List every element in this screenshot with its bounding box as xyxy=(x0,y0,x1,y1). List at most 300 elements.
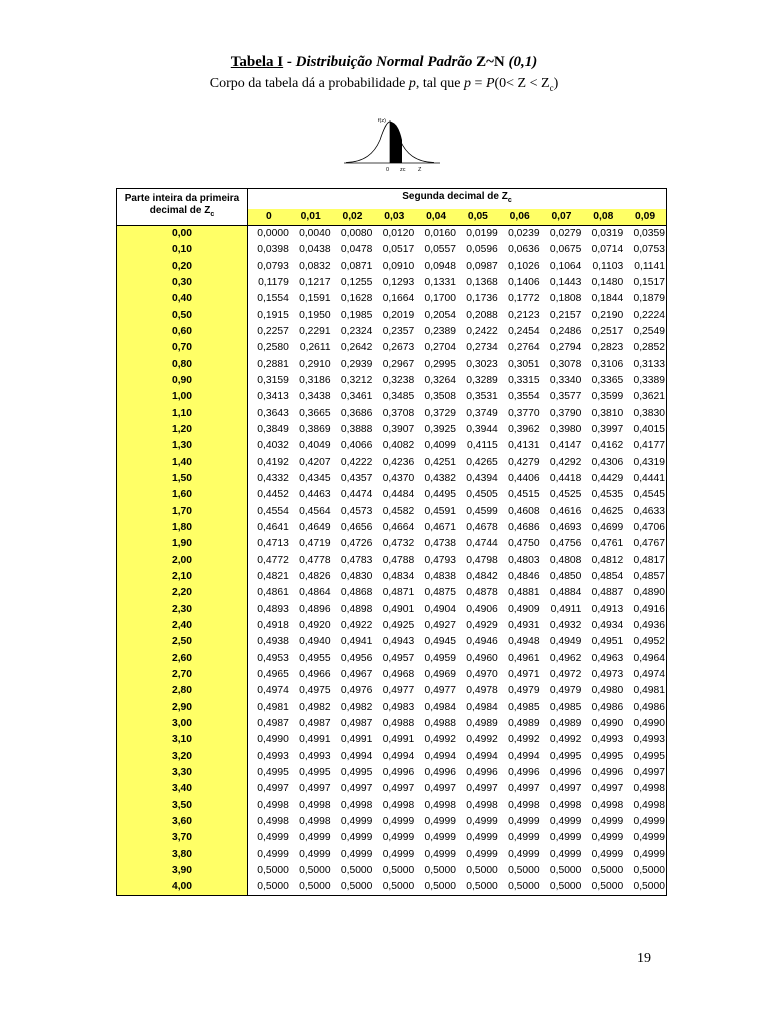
table-cell: 0,4985 xyxy=(549,701,582,713)
table-cell: 0,4803 xyxy=(508,554,540,566)
table-row xyxy=(117,683,667,699)
table-cell: 0,2157 xyxy=(549,309,582,321)
table-cell: 0,4992 xyxy=(508,734,540,746)
table-cell: 0,4994 xyxy=(508,750,540,762)
table-row xyxy=(117,275,667,291)
table-cell: 0,4972 xyxy=(549,669,582,681)
row-label: 0,90 xyxy=(117,373,248,389)
subtitle-mid: , tal que xyxy=(415,76,465,91)
table-cell: 0,4970 xyxy=(466,669,498,681)
table-cell: 0,4868 xyxy=(340,587,373,599)
table-row xyxy=(117,732,667,748)
table-cell: 0,4535 xyxy=(591,489,624,501)
table-cell: 0,4515 xyxy=(508,489,540,501)
table-cell: 0,0080 xyxy=(340,228,373,240)
table-cell: 0,2764 xyxy=(508,342,540,354)
table-cell: 0,1293 xyxy=(382,277,415,289)
table-cell: 0,5000 xyxy=(624,863,666,879)
table-cell: 0,4999 xyxy=(549,815,582,827)
table-cell: 0,4999 xyxy=(257,832,289,844)
table-cell: 0,3830 xyxy=(624,406,666,422)
table-cell: 0,3888 xyxy=(340,424,373,436)
table-cell: 0,4922 xyxy=(340,620,373,632)
table-row xyxy=(117,422,667,438)
table-cell: 0,3729 xyxy=(424,407,456,419)
table-cell: 0,0793 xyxy=(257,260,289,272)
table-cell: 0,4463 xyxy=(299,489,331,501)
table-cell: 0,5000 xyxy=(340,864,373,876)
table-cell: 0,4991 xyxy=(340,734,373,746)
table-cell: 0,4441 xyxy=(624,471,666,487)
table-cell: 0,4998 xyxy=(466,799,498,811)
table-cell: 0,4394 xyxy=(466,473,498,485)
column-header: 0,08 xyxy=(582,209,624,226)
z-label: Z xyxy=(418,167,422,173)
table-cell: 0,4995 xyxy=(299,766,331,778)
zc-label: zc xyxy=(400,167,406,173)
table-cell: 0,4838 xyxy=(424,571,456,583)
table-cell: 0,3238 xyxy=(382,375,415,387)
table-cell: 0,4871 xyxy=(382,587,415,599)
row-label: 2,80 xyxy=(117,683,248,699)
table-cell: 0,2642 xyxy=(340,342,373,354)
table-cell: 0,4999 xyxy=(466,815,498,827)
table-cell: 0,4999 xyxy=(508,815,540,827)
table-cell: 0,1879 xyxy=(624,291,666,307)
row-label: 1,20 xyxy=(117,422,248,438)
table-cell: 0,5000 xyxy=(382,864,415,876)
table-row xyxy=(117,765,667,781)
table-cell: 0,4861 xyxy=(257,587,289,599)
table-cell: 0,4994 xyxy=(424,750,456,762)
table-cell: 0,4049 xyxy=(299,440,331,452)
table-cell: 0,4989 xyxy=(508,718,540,729)
column-header: 0,04 xyxy=(415,209,457,226)
table-cell: 0,1700 xyxy=(424,293,456,305)
table-row xyxy=(117,291,667,307)
table-cell: 0,4960 xyxy=(466,652,498,664)
table-cell: 0,3577 xyxy=(549,391,582,403)
table-cell: 0,4963 xyxy=(591,652,624,664)
table-cell: 0,4997 xyxy=(340,783,373,795)
table-row xyxy=(117,602,667,618)
row-label: 0,70 xyxy=(117,340,248,356)
table-cell: 0,3980 xyxy=(549,424,582,436)
table-row xyxy=(117,226,667,243)
table-cell: 0,4545 xyxy=(624,487,666,503)
table-cell: 0,4525 xyxy=(549,489,582,501)
table-cell: 0,4573 xyxy=(340,505,373,517)
table-cell: 0,1064 xyxy=(549,260,582,272)
table-cell: 0,4207 xyxy=(299,456,331,468)
row-label: 1,60 xyxy=(117,487,248,503)
row-label: 3,90 xyxy=(117,863,248,879)
table-cell: 0,2673 xyxy=(382,342,415,354)
table-cell: 0,4693 xyxy=(549,522,582,534)
row-header xyxy=(117,189,248,226)
table-cell: 0,4115 xyxy=(467,440,498,452)
table-cell: 0,5000 xyxy=(415,879,457,896)
table-cell: 0,4649 xyxy=(299,522,331,534)
table-cell: 0,4798 xyxy=(466,554,498,566)
table-cell: 0,2019 xyxy=(382,309,415,321)
table-cell: 0,4995 xyxy=(340,766,373,778)
table-cell: 0,4948 xyxy=(508,636,540,648)
table-cell: 0,4726 xyxy=(340,538,373,550)
table-cell: 0,3849 xyxy=(257,424,289,436)
table-cell: 0,4992 xyxy=(466,734,498,746)
column-header: 0,03 xyxy=(373,209,415,226)
table-cell: 0,4162 xyxy=(591,440,624,452)
table-cell: 0,4484 xyxy=(382,489,415,501)
table-cell: 0,4966 xyxy=(299,669,331,681)
table-cell: 0,0199 xyxy=(466,228,498,240)
table-cell: 0,3186 xyxy=(299,375,331,387)
table-cell: 0,0517 xyxy=(382,244,415,256)
page-number: 19 xyxy=(637,951,651,966)
table-cell: 0,4993 xyxy=(299,750,331,762)
table-cell: 0,4878 xyxy=(466,587,498,599)
table-cell: 0,0160 xyxy=(424,228,456,240)
table-cell: 0,4994 xyxy=(382,750,415,762)
table-row xyxy=(117,846,667,862)
table-cell: 0,4998 xyxy=(299,815,331,827)
table-cell: 0,5000 xyxy=(624,879,666,896)
table-cell: 0,1628 xyxy=(340,293,373,305)
column-header: 0 xyxy=(248,209,290,226)
table-cell: 0,4997 xyxy=(382,783,415,795)
table-cell: 0,4973 xyxy=(591,669,624,681)
table-cell: 0,3810 xyxy=(591,407,624,419)
table-cell: 0,2704 xyxy=(424,342,456,354)
table-cell: 0,3461 xyxy=(340,391,373,403)
table-cell: 0,1103 xyxy=(592,260,624,272)
table-cell: 0,4756 xyxy=(549,538,582,550)
table-row xyxy=(117,308,667,324)
table-cell: 0,4993 xyxy=(624,732,666,748)
table-cell: 0,4999 xyxy=(591,815,624,827)
table-cell: 0,4713 xyxy=(257,538,289,550)
table-cell: 0,4927 xyxy=(424,620,456,632)
table-cell: 0,4977 xyxy=(424,685,456,697)
table-cell: 0,2794 xyxy=(549,342,582,354)
table-cell: 0,4429 xyxy=(591,473,624,485)
table-cell: 0,4974 xyxy=(624,667,666,683)
table-cell: 0,4981 xyxy=(624,683,666,699)
table-cell: 0,4998 xyxy=(257,799,289,811)
row-label: 3,20 xyxy=(117,749,248,765)
table-cell: 0,0871 xyxy=(340,260,373,272)
table-cell: 0,4767 xyxy=(624,536,666,552)
table-row xyxy=(117,667,667,683)
row-label: 2,10 xyxy=(117,569,248,585)
table-cell: 0,4582 xyxy=(382,505,415,517)
table-cell: 0,4864 xyxy=(299,587,331,599)
table-cell: 0,4887 xyxy=(591,587,624,599)
table-cell: 0,3665 xyxy=(299,407,331,419)
table-cell: 0,4881 xyxy=(508,587,540,599)
row-label: 3,60 xyxy=(117,814,248,830)
table-cell: 0,4608 xyxy=(508,505,540,517)
row-label: 0,60 xyxy=(117,324,248,340)
table-cell: 0,4599 xyxy=(466,505,498,517)
table-cell: 0,4995 xyxy=(257,766,289,778)
table-cell: 0,2611 xyxy=(299,342,331,354)
table-cell: 0,4706 xyxy=(624,520,666,536)
table-cell: 0,4969 xyxy=(424,669,456,681)
title-distribution: Z~N xyxy=(472,54,509,70)
row-label: 2,60 xyxy=(117,651,248,667)
row-label: 0,10 xyxy=(117,242,248,258)
table-cell: 0,4345 xyxy=(299,473,331,485)
table-cell: 0,4082 xyxy=(382,440,415,452)
table-cell: 0,3289 xyxy=(466,375,498,387)
fz-label: f(z) xyxy=(378,118,386,124)
table-cell: 0,4959 xyxy=(424,652,456,664)
table-cell: 0,4956 xyxy=(340,652,373,664)
table-cell: 0,4382 xyxy=(424,473,456,485)
row-label: 1,70 xyxy=(117,504,248,520)
table-cell: 0,5000 xyxy=(299,864,331,876)
table-cell: 0,1141 xyxy=(624,259,666,275)
column-header: 0,06 xyxy=(499,209,541,226)
table-row xyxy=(117,814,667,830)
table-cell: 0,4994 xyxy=(466,750,498,762)
table-cell: 0,2257 xyxy=(257,326,289,338)
table-cell: 0,4997 xyxy=(299,783,331,795)
table-row xyxy=(117,863,667,879)
row-label: 3,30 xyxy=(117,765,248,781)
table-row xyxy=(117,504,667,520)
table-cell: 0,2734 xyxy=(466,342,498,354)
title-separator: - xyxy=(283,54,296,70)
row-label: 0,30 xyxy=(117,275,248,291)
table-row xyxy=(117,324,667,340)
table-cell: 0,4893 xyxy=(257,603,289,615)
table-cell: 0,4979 xyxy=(549,685,582,697)
table-cell: 0,0398 xyxy=(257,244,289,256)
table-cell: 0,4999 xyxy=(466,832,498,844)
table-cell: 0,0714 xyxy=(591,244,624,256)
table-cell: 0,4452 xyxy=(257,489,289,501)
table-cell: 0,0040 xyxy=(299,228,331,240)
table-cell: 0,4997 xyxy=(257,783,289,795)
table-cell: 0,0596 xyxy=(466,244,498,256)
table-cell: 0,4904 xyxy=(424,603,456,615)
table-cell: 0,4918 xyxy=(257,620,289,632)
row-label: 3,70 xyxy=(117,830,248,846)
table-cell: 0,1915 xyxy=(257,309,289,321)
row-label: 2,90 xyxy=(117,700,248,716)
table-cell: 0,4943 xyxy=(382,636,415,648)
table-cell: 0,2939 xyxy=(340,358,373,370)
table-cell: 0,4984 xyxy=(424,701,456,713)
table-cell: 0,1985 xyxy=(340,309,373,321)
table-cell: 0,4875 xyxy=(424,587,456,599)
table-cell: 0,4998 xyxy=(382,799,415,811)
table-cell: 0,5000 xyxy=(541,879,583,896)
subtitle-p1: p xyxy=(408,76,416,91)
row-label: 1,30 xyxy=(117,438,248,454)
table-cell: 0,4996 xyxy=(382,766,415,778)
table-cell: 0,4971 xyxy=(508,669,540,681)
table-cell: 0,4931 xyxy=(508,620,540,632)
subtitle-sub: c xyxy=(549,82,554,93)
table-row xyxy=(117,585,667,601)
table-cell: 0,4987 xyxy=(257,718,289,729)
table-row xyxy=(117,749,667,765)
table-row xyxy=(117,242,667,258)
table-row xyxy=(117,259,667,275)
table-cell: 0,4192 xyxy=(257,456,289,468)
table-cell: 0,4906 xyxy=(466,603,498,615)
table-cell: 0,4222 xyxy=(340,456,373,468)
table-cell: 0,3997 xyxy=(591,424,624,436)
subtitle-p2: p xyxy=(464,76,472,91)
table-cell: 0,0832 xyxy=(299,260,331,272)
table-row xyxy=(117,438,667,454)
row-label: 3,50 xyxy=(117,797,248,813)
table-cell: 0,3531 xyxy=(466,391,498,403)
table-cell: 0,4911 xyxy=(550,603,582,615)
table-cell: 0,4999 xyxy=(466,848,498,860)
column-header: 0,01 xyxy=(290,209,332,226)
table-cell: 0,4999 xyxy=(624,846,666,862)
table-cell: 0,1736 xyxy=(466,293,498,305)
table-cell: 0,4306 xyxy=(591,456,624,468)
table-cell: 0,4406 xyxy=(508,473,540,485)
table-cell: 0,4842 xyxy=(466,571,498,583)
table-cell: 0,4633 xyxy=(624,504,666,520)
table-cell: 0,4999 xyxy=(299,832,331,844)
row-label: 3,10 xyxy=(117,732,248,748)
table-cell: 0,4015 xyxy=(624,422,666,438)
table-cell: 0,3051 xyxy=(508,358,540,370)
table-cell: 0,4032 xyxy=(257,440,289,452)
table-cell: 0,4999 xyxy=(624,830,666,846)
table-cell: 0,2580 xyxy=(257,342,289,354)
table-cell: 0,2088 xyxy=(466,309,498,321)
table-cell: 0,4940 xyxy=(299,636,331,648)
row-label: 1,80 xyxy=(117,520,248,536)
table-cell: 0,4946 xyxy=(466,636,498,648)
table-cell: 0,4850 xyxy=(549,571,582,583)
table-cell: 0,4990 xyxy=(624,716,666,732)
row-label: 1,10 xyxy=(117,406,248,422)
column-group-sub: c xyxy=(507,197,512,204)
subtitle-eq: = xyxy=(471,76,486,91)
row-label: 1,50 xyxy=(117,471,248,487)
table-cell: 0,1950 xyxy=(299,309,331,321)
table-cell: 0,3023 xyxy=(466,358,498,370)
table-cell: 0,0478 xyxy=(340,244,373,256)
table-cell: 0,4909 xyxy=(508,603,540,615)
table-cell: 0,2389 xyxy=(424,326,456,338)
table-cell: 0,4920 xyxy=(299,620,331,632)
table-cell: 0,4998 xyxy=(299,799,331,811)
row-header-sub: c xyxy=(210,211,215,218)
column-header: 0,09 xyxy=(624,209,666,226)
table-cell: 0,4265 xyxy=(466,456,498,468)
table-cell: 0,3508 xyxy=(424,391,456,403)
table-cell: 0,4719 xyxy=(299,538,331,550)
row-label: 2,40 xyxy=(117,618,248,634)
table-cell: 0,1591 xyxy=(299,293,331,305)
table-cell: 0,4913 xyxy=(591,603,624,615)
normal-curve-figure xyxy=(340,114,444,178)
table-cell: 0,4997 xyxy=(624,765,666,781)
table-cell: 0,2291 xyxy=(299,326,331,338)
table-cell: 0,4999 xyxy=(424,848,456,860)
table-cell: 0,4236 xyxy=(382,456,415,468)
table-cell: 0,4993 xyxy=(591,734,624,746)
table-cell: 0,4980 xyxy=(591,685,624,697)
table-cell: 0,4979 xyxy=(508,685,540,697)
table-cell: 0,4999 xyxy=(508,832,540,844)
table-cell: 0,0319 xyxy=(591,228,624,240)
table-cell: 0,4986 xyxy=(624,700,666,716)
table-cell: 0,3133 xyxy=(624,357,666,373)
table-cell: 0,1443 xyxy=(549,277,582,289)
table-cell: 0,4998 xyxy=(624,797,666,813)
table-cell: 0,4357 xyxy=(340,473,373,485)
row-label: 4,00 xyxy=(117,879,248,896)
table-cell: 0,1517 xyxy=(624,275,666,291)
table-row xyxy=(117,830,667,846)
table-cell: 0,5000 xyxy=(248,879,290,896)
table-cell: 0,4997 xyxy=(508,783,540,795)
table-cell: 0,4925 xyxy=(382,620,415,632)
table-cell: 0,4987 xyxy=(299,718,331,729)
table-cell: 0,4996 xyxy=(549,766,582,778)
table-cell: 0,4976 xyxy=(340,685,373,697)
table-cell: 0,4896 xyxy=(299,603,331,615)
table-cell: 0,0636 xyxy=(508,244,540,256)
page-title xyxy=(0,54,768,71)
table-row xyxy=(117,618,667,634)
table-cell: 0,4996 xyxy=(424,766,456,778)
table-cell: 0,4854 xyxy=(591,571,624,583)
table-cell: 0,1368 xyxy=(466,277,498,289)
table-cell: 0,4995 xyxy=(624,749,666,765)
table-cell: 0,4997 xyxy=(424,783,456,795)
table-cell: 0,0910 xyxy=(382,260,415,272)
table-cell: 0,4999 xyxy=(424,832,456,844)
table-row xyxy=(117,455,667,471)
table-cell: 0,4761 xyxy=(591,538,624,550)
row-label: 0,20 xyxy=(117,259,248,275)
table-row xyxy=(117,389,667,405)
table-cell: 0,4999 xyxy=(299,848,331,860)
table-cell: 0,0000 xyxy=(257,228,289,240)
table-cell: 0,0359 xyxy=(624,226,666,243)
table-cell: 0,4998 xyxy=(257,815,289,827)
table-cell: 0,4998 xyxy=(424,799,456,811)
table-cell: 0,4830 xyxy=(340,571,373,583)
table-row xyxy=(117,471,667,487)
table-cell: 0,4955 xyxy=(299,652,331,664)
table-cell: 0,4319 xyxy=(624,455,666,471)
table-cell: 0,3599 xyxy=(591,391,624,403)
table-cell: 0,5000 xyxy=(457,879,499,896)
table-cell: 0,4505 xyxy=(466,489,498,501)
table-cell: 0,4999 xyxy=(549,848,582,860)
table-cell: 0,4988 xyxy=(382,718,415,729)
table-cell: 0,5000 xyxy=(373,879,415,896)
row-label: 0,50 xyxy=(117,308,248,324)
table-cell: 0,4656 xyxy=(340,522,373,534)
title-label: Tabela I xyxy=(230,54,284,70)
